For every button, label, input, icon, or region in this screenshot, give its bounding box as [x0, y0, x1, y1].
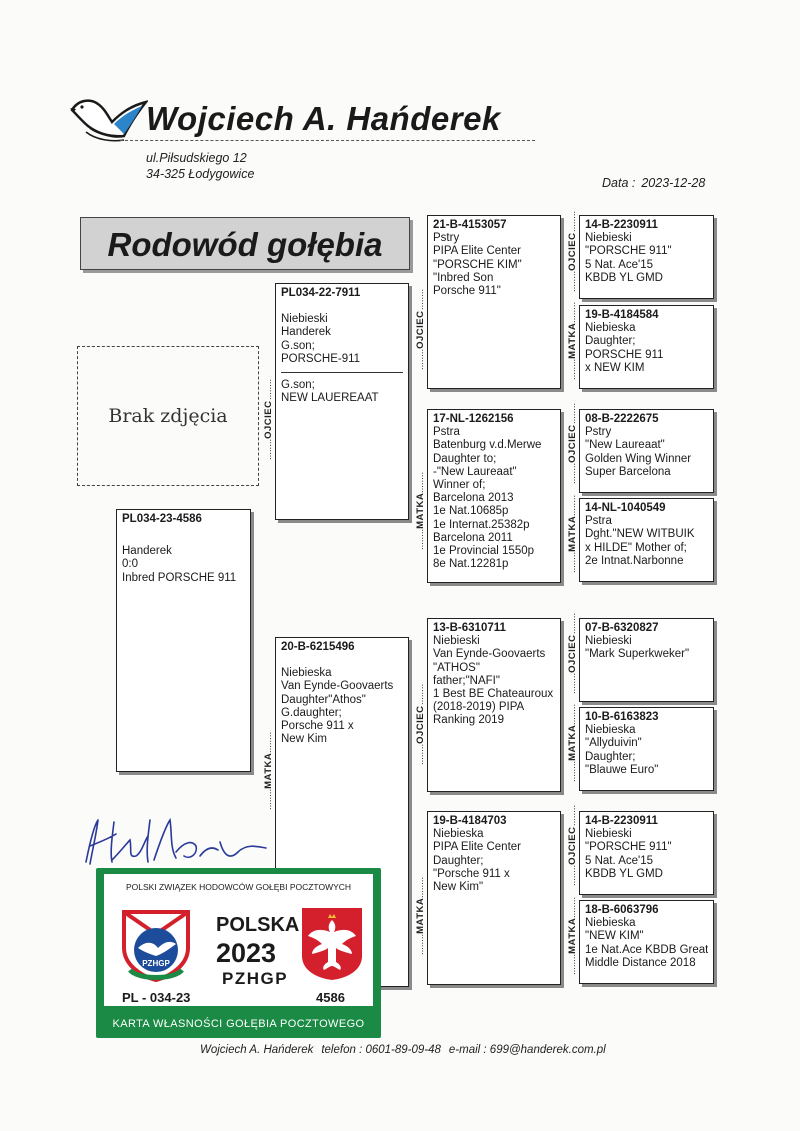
mf-line: 1 Best BE Chateauroux [433, 688, 554, 701]
mmf-line: Niebieski [585, 828, 632, 841]
fm-line: Batenburg v.d.Merwe [433, 439, 542, 452]
mmf-line: "PORSCHE 911" [585, 841, 672, 854]
handwritten-signature [80, 812, 270, 872]
ggp-fmm-card [579, 498, 714, 582]
mother-line: Porsche 911 x [281, 720, 354, 733]
father-line: Handerek [281, 326, 331, 339]
fff-label: ........ OJCIEC ........ [567, 222, 578, 292]
card-footer: KARTA WŁASNOŚCI GOŁĘBIA POCZTOWEGO [112, 1018, 365, 1030]
fff-line: Niebieski [585, 232, 632, 245]
mfm-line: Niebieska [585, 724, 636, 737]
mmf-line: 5 Nat. Ace'15 [585, 854, 654, 867]
title-banner [80, 217, 410, 270]
ff-line: "PORSCHE KIM" [433, 258, 522, 271]
fmm-ring: 14-NL-1040549 [585, 502, 666, 514]
ggp-mfm-card [579, 707, 714, 791]
ggp-mmf-card [579, 811, 714, 895]
fff-line: 5 Nat. Ace'15 [585, 258, 654, 271]
fm-line: 1e Internat.25382p [433, 518, 530, 531]
father-ring: PL034-22-7911 [281, 287, 361, 299]
subject-line: 0:0 [122, 558, 138, 571]
brand-name: Wojciech A. Hańderek [146, 100, 501, 137]
father-line: G.son; [281, 339, 315, 352]
card-year: 2023 [216, 938, 277, 968]
ff-ring: 21-B-4153057 [433, 219, 507, 231]
mmm-label: ........ MATKA ........ [567, 905, 578, 975]
ffm-line: x NEW KIM [585, 361, 645, 374]
subject-card [116, 509, 251, 772]
mother-line: G.daughter; [281, 706, 342, 719]
card-org: PZHGP [222, 969, 289, 988]
pzhgp-emblem-icon [116, 904, 196, 984]
mfm-line: "Allyduivin" [585, 737, 642, 750]
fmf-line: Pstry [585, 426, 612, 439]
fm-line: Barcelona 2013 [433, 492, 514, 505]
mother-line: Van Eynde-Goovaerts [281, 680, 394, 693]
address-city: 34-325 Łodygowice [146, 167, 255, 181]
mf-line: Ranking 2019 [433, 714, 504, 727]
address-street: ul.Piłsudskiego 12 [146, 151, 247, 165]
ownership-card [96, 868, 381, 1038]
mff-line: Niebieski [585, 635, 632, 648]
photo-placeholder-text: Brak zdjęcia [108, 405, 228, 427]
mff-label: ........ OJCIEC ........ [567, 624, 578, 694]
ffm-line: Daughter; [585, 335, 636, 348]
mother-line: Daughter"Athos" [281, 693, 366, 706]
ff-label: ........ OJCIEC ........ [415, 270, 426, 370]
mmf-label: ........ OJCIEC ........ [567, 816, 578, 886]
fm-label: ........ MATKA ........ [415, 440, 426, 550]
mm-line: Daughter; [433, 854, 484, 867]
father-divider [281, 372, 403, 373]
date-label: Data : [602, 176, 636, 190]
fmf-ring: 08-B-2222675 [585, 413, 659, 425]
mother-label: ........ MATKA ........ [263, 700, 274, 810]
mf-label: ........ OJCIEC ........ [415, 665, 426, 765]
mmm-line: 1e Nat.Ace KBDB Great [585, 943, 708, 956]
mfm-line: Daughter; [585, 750, 636, 763]
father-label: ........ OJCIEC ........ [263, 345, 274, 460]
ff-line: PIPA Elite Center [433, 245, 521, 258]
footer-phone: telefon : 0601-89-09-48 [321, 1044, 441, 1056]
fmm-line: Dght."NEW WITBUIK [585, 528, 695, 541]
dove-logo-icon [68, 88, 148, 148]
mm-line: New Kim" [433, 881, 484, 894]
fm-line: Daughter to; [433, 452, 497, 465]
ggp-fmf-card [579, 409, 714, 493]
mff-ring: 07-B-6320827 [585, 622, 659, 634]
card-country: POLSKA [216, 914, 300, 936]
card-ring-prefix: PL - 034-23 [122, 990, 191, 1005]
fm-ring: 17-NL-1262156 [433, 413, 514, 425]
mother-line: Niebieska [281, 667, 332, 680]
fmm-line: 2e Intnat.Narbonne [585, 554, 684, 567]
mm-label: ........ MATKA ........ [415, 855, 426, 955]
mff-line: "Mark Superkweker" [585, 648, 690, 661]
fmm-line: x HILDE" Mother of; [585, 541, 687, 554]
mm-line: Niebieska [433, 828, 484, 841]
fff-line: KBDB YL GMD [585, 271, 663, 284]
mfm-label: ........ MATKA ........ [567, 712, 578, 782]
mf-line: father;"NAFI" [433, 674, 500, 687]
mother-line: New Kim [281, 733, 328, 746]
mmm-line: Middle Distance 2018 [585, 956, 696, 969]
fm-line: 1e Provincial 1550p [433, 545, 535, 558]
subject-ring: PL034-23-4586 [122, 513, 202, 525]
ff-line: Pstry [433, 232, 460, 245]
father-card [275, 283, 409, 520]
subject-line: Handerek [122, 545, 172, 558]
grandfather-maternal-card [427, 618, 561, 792]
mf-line: (2018-2019) PIPA [433, 701, 525, 714]
card-header: POLSKI ZWIĄZEK HODOWCÓW GOŁĘBI POCZTOWYCH [125, 882, 352, 892]
grandfather-paternal-card [427, 215, 561, 389]
fmf-line: Super Barcelona [585, 465, 671, 478]
mf-line: Van Eynde-Goovaerts [433, 648, 546, 661]
mmm-ring: 18-B-6063796 [585, 904, 659, 916]
ggp-mmm-card [579, 900, 714, 984]
mmm-line: "NEW KIM" [585, 930, 644, 943]
grandmother-paternal-card [427, 409, 561, 583]
subject-line: Inbred PORSCHE 911 [122, 571, 237, 584]
grandmother-maternal-card [427, 811, 561, 985]
date-value: 2023-12-28 [641, 176, 706, 190]
mf-line: "ATHOS" [433, 661, 480, 674]
ffm-label: ........ MATKA ........ [567, 310, 578, 380]
brand-underline [120, 140, 535, 141]
father-line: PORSCHE-911 [281, 352, 361, 365]
ggp-mff-card [579, 618, 714, 702]
ffm-line: PORSCHE 911 [585, 348, 664, 361]
fff-line: "PORSCHE 911" [585, 245, 672, 258]
emblem-text: PZHGP [142, 959, 170, 968]
fm-line: 1e Nat.10685p [433, 505, 509, 518]
mmf-ring: 14-B-2230911 [585, 815, 658, 827]
fm-line: Barcelona 2011 [433, 531, 513, 544]
father-line: G.son; [281, 379, 315, 392]
mf-line: Niebieski [433, 635, 480, 648]
polish-eagle-icon [300, 906, 364, 982]
mm-line: PIPA Elite Center [433, 841, 521, 854]
fmf-line: Golden Wing Winner [585, 452, 692, 465]
page-footer [200, 1044, 614, 1056]
ff-line: "Inbred Son [433, 271, 494, 284]
mother-ring: 20-B-6215496 [281, 641, 355, 653]
ownership-card-body [104, 874, 373, 1006]
fm-line: Winner of; [433, 479, 486, 492]
photo-placeholder [77, 346, 259, 486]
footer-name: Wojciech A. Hańderek [200, 1044, 314, 1056]
footer-email: e-mail : 699@handerek.com.pl [448, 1044, 606, 1056]
fm-line: -"New Laureaat" [433, 465, 517, 478]
mm-ring: 19-B-4184703 [433, 815, 507, 827]
mmf-line: KBDB YL GMD [585, 867, 663, 880]
mf-ring: 13-B-6310711 [433, 622, 506, 634]
mfm-ring: 10-B-6163823 [585, 711, 659, 723]
fm-line: 8e Nat.12281p [433, 558, 509, 571]
fmm-line: Pstra [585, 515, 612, 528]
father-line: NEW LAUEREAAT [281, 392, 379, 405]
ff-line: Porsche 911" [433, 285, 501, 298]
document-date [596, 176, 705, 190]
mm-line: "Porsche 911 x [433, 867, 510, 880]
fmf-line: "New Laureaat" [585, 439, 665, 452]
mfm-line: "Blauwe Euro" [585, 763, 659, 776]
card-ring-number: 4586 [316, 990, 345, 1005]
ggp-ffm-card [579, 305, 714, 389]
fmf-label: ........ OJCIEC ........ [567, 414, 578, 484]
fm-line: Pstra [433, 426, 460, 439]
ggp-fff-card [579, 215, 714, 299]
page-title: Rodowód gołębia [107, 226, 383, 263]
fff-ring: 14-B-2230911 [585, 219, 658, 231]
ffm-line: Niebieska [585, 322, 636, 335]
father-line: Niebieski [281, 313, 328, 326]
fmm-label: ........ MATKA ........ [567, 503, 578, 573]
mmm-line: Niebieska [585, 917, 636, 930]
ffm-ring: 19-B-4184584 [585, 309, 659, 321]
